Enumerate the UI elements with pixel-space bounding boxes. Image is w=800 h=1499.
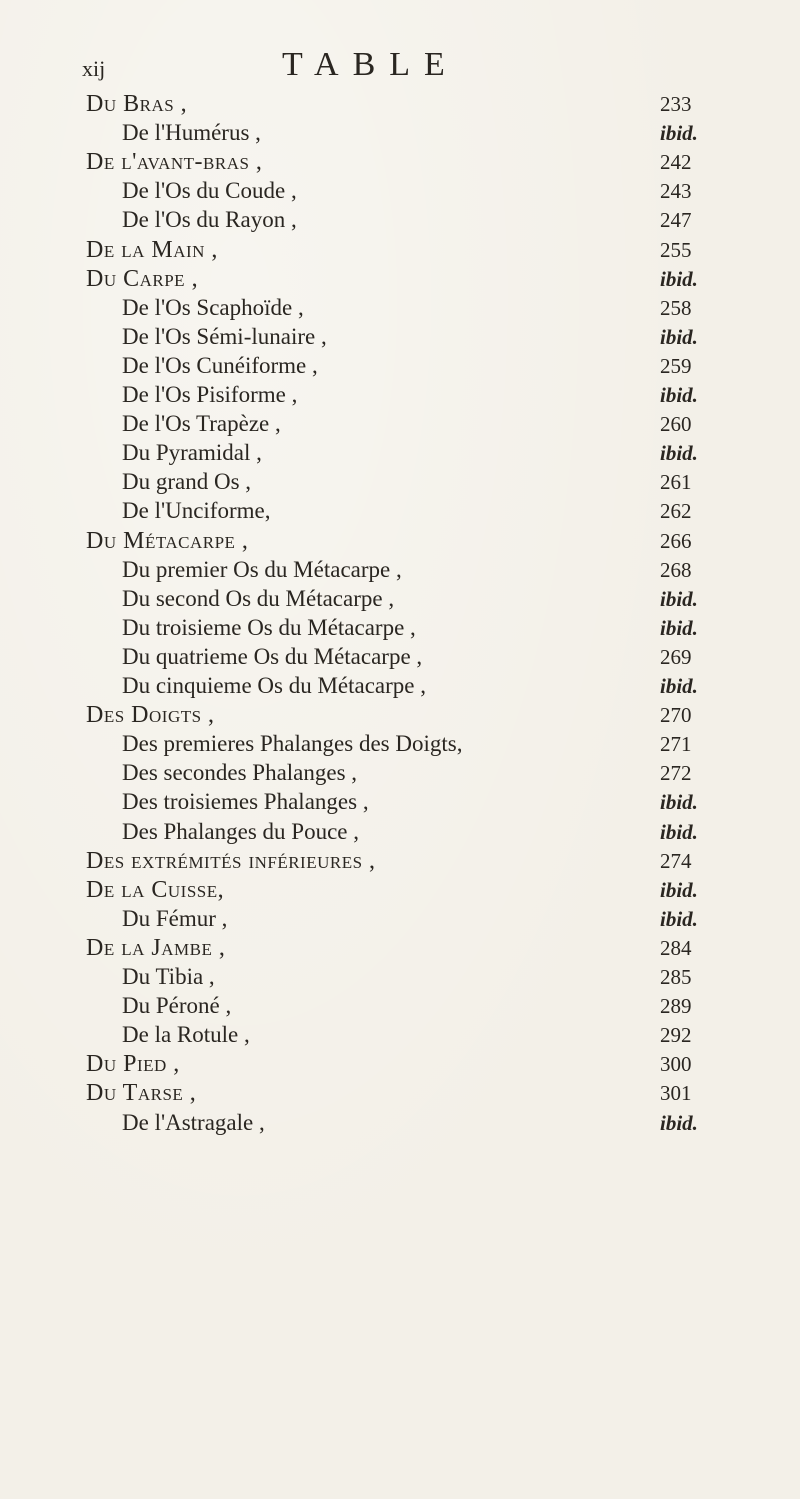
- toc-entry: [0, 643, 800, 671]
- toc-page-number: ibid.: [660, 266, 698, 291]
- toc-entry: [0, 497, 800, 525]
- toc-page-number: 285: [660, 965, 692, 989]
- toc-subentry-title: De l'Unciforme,: [122, 498, 271, 524]
- toc-entry: [0, 381, 800, 409]
- toc-entry: [0, 206, 800, 234]
- toc-page-number: ibid.: [660, 441, 698, 466]
- toc-page-number: ibid.: [660, 615, 698, 640]
- toc-page-number: 289: [660, 994, 692, 1019]
- toc-subentry-title: De l'Os du Coude ,: [122, 178, 297, 204]
- toc-subentry-title: De l'Os Cunéiforme ,: [122, 352, 318, 378]
- toc-page-number: 272: [660, 761, 692, 786]
- toc-page-number: 284: [660, 935, 692, 960]
- toc-section-title: Des extrémités inférieures ,: [86, 847, 376, 874]
- toc-entry: [0, 352, 800, 380]
- toc-page-number: 258: [660, 295, 692, 320]
- toc-entry: [0, 963, 800, 991]
- toc-section-title: Des Doigts ,: [86, 702, 215, 729]
- toc-entry: [0, 672, 800, 700]
- toc-subentry-title: Du quatrieme Os du Métacarpe ,: [122, 643, 423, 669]
- toc-subentry-title: Des premieres Phalanges des Doigts,: [122, 731, 463, 757]
- toc-entry: [0, 847, 800, 875]
- toc-entry: [0, 759, 800, 787]
- toc-page-number: 233: [660, 92, 692, 116]
- toc-section-title: Du Tarse ,: [86, 1080, 197, 1107]
- toc-entry: [0, 294, 800, 322]
- toc-page-number: 247: [660, 208, 692, 233]
- toc-entry: [0, 119, 800, 147]
- toc-page-number: 255: [660, 237, 692, 262]
- toc-entry: [0, 1050, 800, 1078]
- toc-entry: [0, 1109, 800, 1137]
- toc-entry: [0, 614, 800, 642]
- toc-page-number: ibid.: [660, 383, 698, 407]
- toc-subentry-title: Du grand Os ,: [122, 469, 252, 495]
- toc-page-number: 243: [660, 179, 692, 204]
- toc-entry: [0, 148, 800, 176]
- toc-entry: [0, 934, 800, 962]
- page-folio: xij: [82, 56, 106, 81]
- toc-subentry-title: Du Pyramidal ,: [122, 440, 262, 466]
- toc-subentry-title: Du Tibia ,: [122, 964, 215, 989]
- toc-subentry-title: Des Phalanges du Pouce ,: [122, 818, 359, 844]
- toc-page-number: ibid.: [660, 674, 698, 698]
- toc-subentry-title: Du Péroné ,: [122, 993, 232, 1019]
- toc-entry: [0, 730, 800, 758]
- toc-page-number: 301: [660, 1081, 692, 1106]
- toc-entry: [0, 527, 800, 555]
- toc-page-number: 260: [660, 412, 692, 437]
- toc-subentry-title: Des troisiemes Phalanges ,: [122, 789, 369, 815]
- toc-subentry-title: Du cinquieme Os du Métacarpe ,: [122, 673, 427, 698]
- toc-subentry-title: Des secondes Phalanges ,: [122, 760, 358, 786]
- toc-page-number: 259: [660, 353, 692, 378]
- toc-page-number: ibid.: [660, 1110, 698, 1135]
- toc-section-title: De la Main ,: [86, 236, 218, 263]
- toc-section-title: De la Cuisse,: [86, 876, 225, 903]
- toc-page-number: 300: [660, 1052, 692, 1077]
- toc-entry: [0, 992, 800, 1020]
- toc-page-number: ibid.: [660, 877, 698, 902]
- toc-page-number: 269: [660, 644, 692, 669]
- toc-subentry-title: Du second Os du Métacarpe ,: [122, 585, 395, 611]
- toc-section-title: Du Carpe ,: [86, 265, 199, 292]
- toc-entry: [0, 876, 800, 904]
- toc-entry: [0, 468, 800, 496]
- toc-entry: [0, 439, 800, 467]
- toc-page-number: 262: [660, 499, 692, 524]
- toc-subentry-title: Du Fémur ,: [122, 905, 228, 931]
- toc-subentry-title: De l'Os Scaphoïde ,: [122, 294, 304, 320]
- toc-page-number: ibid.: [660, 586, 698, 611]
- toc-section-title: De l'avant-bras ,: [86, 149, 263, 176]
- toc-entry: [0, 177, 800, 205]
- toc-subentry-title: De l'Astragale ,: [122, 1109, 265, 1135]
- toc-section-title: Du Bras ,: [86, 91, 188, 117]
- toc-entry: [0, 585, 800, 613]
- toc-entry: [0, 323, 800, 351]
- toc-entry: [0, 265, 800, 293]
- toc-page-number: 274: [660, 848, 692, 873]
- toc-subentry-title: Du premier Os du Métacarpe ,: [122, 556, 402, 582]
- toc-subentry-title: De l'Os du Rayon ,: [122, 207, 297, 233]
- toc-page-number: ibid.: [660, 324, 698, 349]
- toc-section-title: De la Jambe ,: [86, 934, 226, 961]
- running-title: TABLE: [282, 46, 459, 83]
- toc-page-number: ibid.: [660, 819, 698, 844]
- toc-page-number: 268: [660, 557, 692, 582]
- toc-entry: [0, 905, 800, 933]
- toc-subentry-title: De l'Os Trapèze ,: [122, 411, 281, 437]
- toc-section-title: Du Pied ,: [86, 1051, 180, 1078]
- toc-page-number: ibid.: [660, 906, 698, 931]
- toc-entry: [0, 90, 800, 118]
- toc-page-number: ibid.: [660, 121, 698, 146]
- toc-page-number: 292: [660, 1023, 692, 1048]
- toc-subentry-title: De l'Os Pisiforme ,: [122, 382, 298, 407]
- toc-section-title: Du Métacarpe ,: [86, 527, 249, 554]
- toc-subentry-title: De l'Humérus ,: [122, 120, 261, 146]
- toc-page-number: ibid.: [660, 790, 698, 815]
- toc-entry: [0, 556, 800, 584]
- toc-subentry-title: Du troisieme Os du Métacarpe ,: [122, 614, 416, 640]
- toc-entry: [0, 410, 800, 438]
- toc-page-number: 242: [660, 150, 692, 175]
- toc-entry: [0, 818, 800, 846]
- toc-page-number: 266: [660, 528, 692, 553]
- toc-subentry-title: De la Rotule ,: [122, 1022, 250, 1048]
- toc-page-number: 270: [660, 703, 692, 728]
- toc-entry: [0, 236, 800, 264]
- toc-entry: [0, 1021, 800, 1049]
- toc-entry: [0, 1079, 800, 1107]
- toc-page-number: 261: [660, 470, 692, 495]
- toc-entry: [0, 788, 800, 816]
- toc-page-number: 271: [660, 732, 692, 757]
- toc-entry: [0, 701, 800, 729]
- toc-subentry-title: De l'Os Sémi-lunaire ,: [122, 323, 327, 349]
